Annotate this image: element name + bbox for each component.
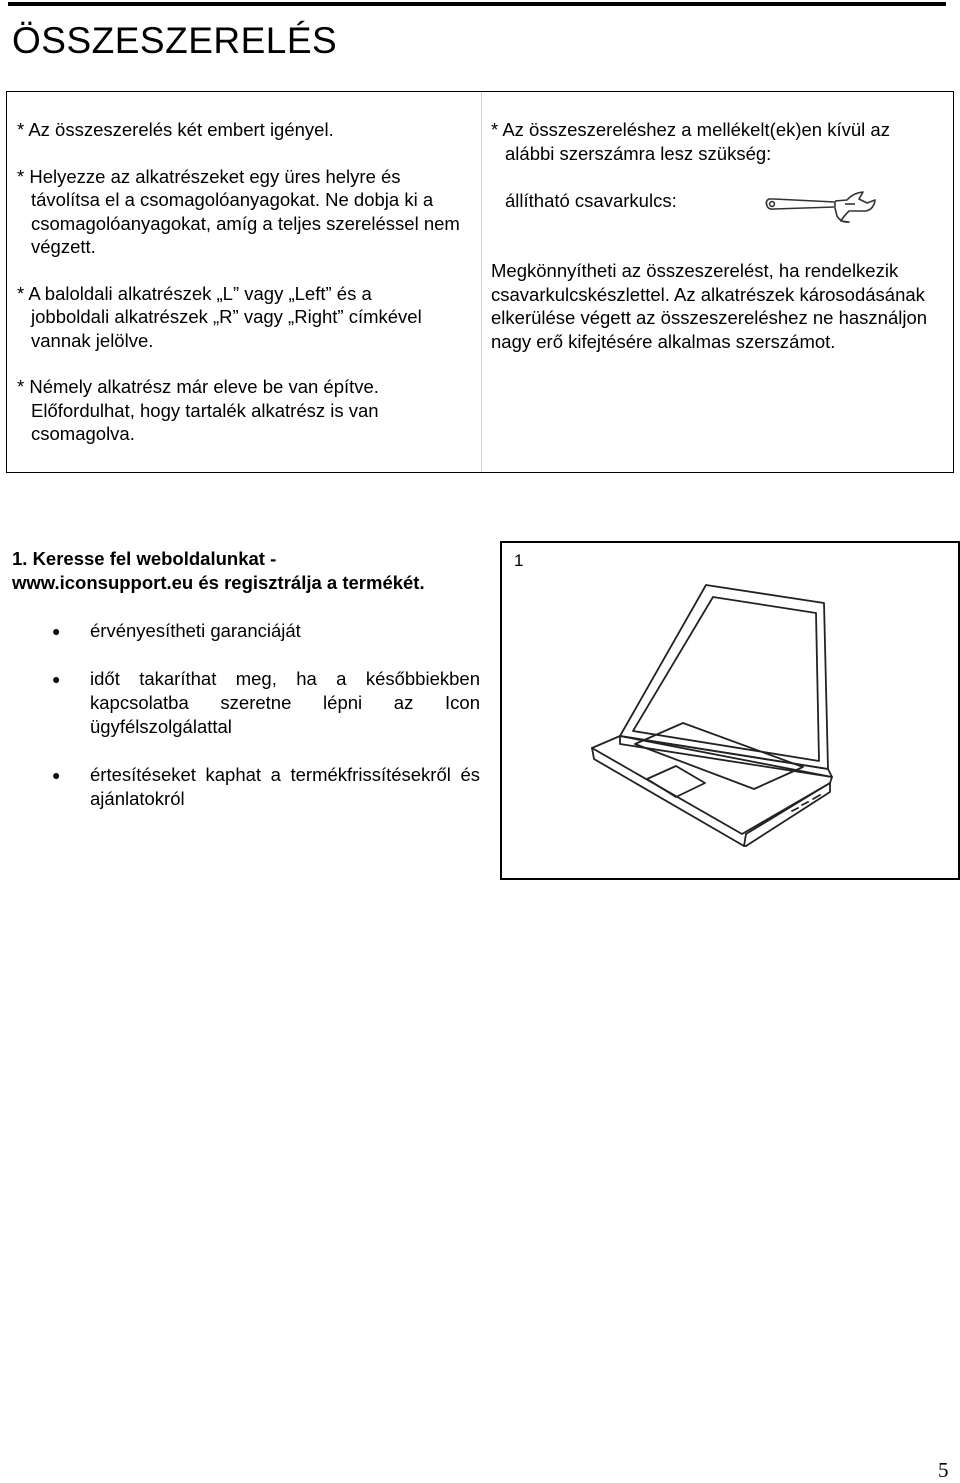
assembly-notes-list [17, 118, 467, 469]
wrench-label: állítható csavarkulcs: [505, 190, 677, 211]
note-preassembled: * Némely alkatrész már eleve be van építve. Előfordulhat, hogy tartalék alkatrész is van csomagolva. [17, 376, 379, 444]
note-two-people: * Az összeszerelés két embert igényel. [17, 119, 334, 140]
top-rule [8, 2, 946, 6]
bullet-icon: ● [52, 623, 61, 639]
laptop-illustration-icon [502, 543, 958, 878]
page-number: 5 [938, 1458, 949, 1482]
list-item: ● időt takaríthat meg, ha a későbbiekben kapcsolatba szeretne lépni az Icon ügyfélszolgálattal [52, 668, 480, 737]
adjustable-wrench-icon [763, 189, 879, 223]
figure-1-frame [500, 541, 960, 880]
list-item: ● érvényesítheti garanciáját [52, 620, 301, 641]
list-item: ● értesítéseket kaphat a termékfrissítésekről és ajánlatokról [52, 764, 480, 809]
bullet-icon: ● [52, 767, 61, 783]
page-title: ÖSSZESZERELÉS [12, 20, 338, 61]
note-workspace: * Helyezze az alkatrészeket egy üres helyre és távolítsa el a csomagolóanyagokat. Ne dobja ki a csomagolóanyagokat, amíg a teljes szereléssel nem végzett. [17, 165, 460, 257]
box-divider [481, 92, 482, 472]
assembly-notes-box [6, 91, 954, 473]
step-1-heading: 1. Keresse fel weboldalunkat - www.iconsupport.eu és regisztrálja a termékét. [12, 548, 425, 593]
note-left-right: * A baloldali alkatrészek „L” vagy „Left” és a jobboldali alkatrészek „R” vagy „Right” címkével vannak jelölve. [17, 282, 422, 351]
tip-text: Megkönnyítheti az összeszerelést, ha rendelkezik csavarkulcskészlettel. Az alkatrészek károsodásának elkerülése végett az összeszereléshez ne használjon nagy erő kifejtésére alkalmas szerszámot. [491, 260, 928, 352]
bullet-icon: ● [52, 671, 61, 687]
figure-number: 1 [514, 551, 524, 570]
tools-intro: * Az összeszereléshez a mellékelt(ek)en kívül az alábbi szerszámra lesz szükség: [491, 119, 890, 164]
registration-benefits-list [18, 619, 480, 835]
